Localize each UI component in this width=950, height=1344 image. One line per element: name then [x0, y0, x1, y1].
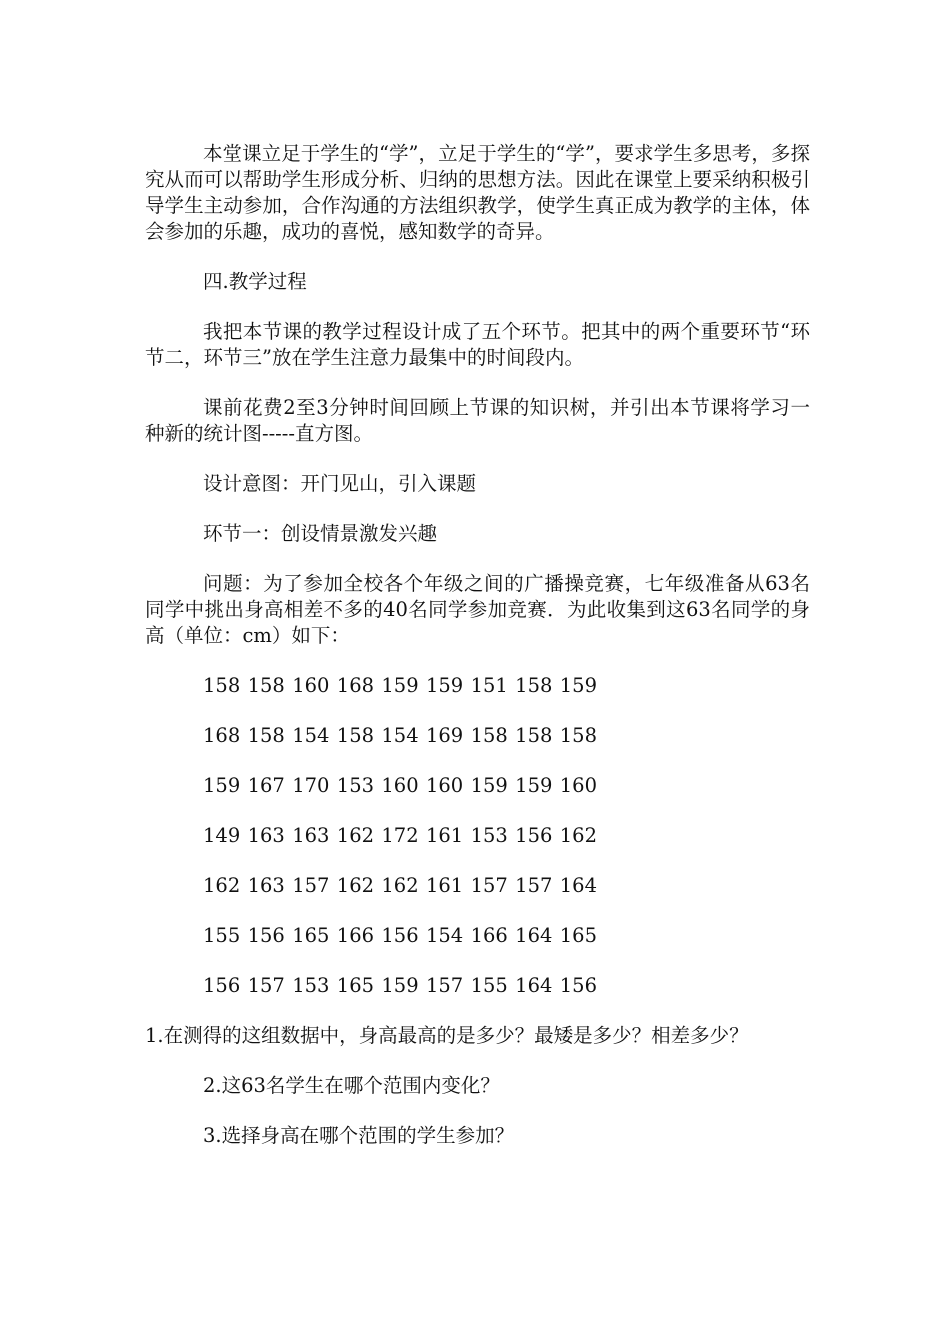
intro-paragraph: 本堂课立足于学生的“学”，立足于学生的“学”，要求学生多思考，多探究从而可以帮助学生形成分析、归纳的思想方法。因此在课堂上要采纳积极引导学生主动参加，合作沟通的方法组织教学，使学生真正成为教学的主体，体会参加的乐趣，成功的喜悦，感知数学的奇异。: [145, 142, 810, 243]
height-value: 156: [515, 824, 553, 847]
height-value: 155: [203, 924, 241, 947]
height-data-row: [203, 823, 810, 849]
review-paragraph: 课前花费2至3分钟时间回顾上节课的知识树，并引出本节课将学习一种新的统计图-----直方图。: [145, 396, 810, 445]
height-value: 162: [381, 874, 419, 897]
height-value: 157: [425, 974, 464, 997]
height-data-row: [203, 723, 810, 749]
height-value: 154: [292, 724, 330, 747]
height-value: 163: [247, 824, 285, 847]
height-value: 165: [336, 974, 375, 997]
height-value: 156: [381, 924, 419, 947]
height-value: 156: [203, 974, 241, 997]
height-value: 162: [203, 874, 241, 897]
height-data-row: [203, 923, 810, 949]
height-value: 161: [425, 824, 464, 847]
height-value: 163: [247, 874, 285, 897]
stage-one-heading: 环节一：创设情景激发兴趣: [203, 522, 438, 545]
height-value: 160: [559, 774, 597, 797]
height-value: 172: [381, 824, 419, 847]
height-value: 160: [292, 674, 330, 697]
height-value: 162: [336, 824, 375, 847]
height-value: 158: [470, 724, 508, 747]
height-value: 159: [381, 974, 419, 997]
height-value: 162: [336, 874, 375, 897]
question-3: 3.选择身高在哪个范围的学生参加？: [203, 1124, 515, 1147]
question-1: 1.在测得的这组数据中，身高最高的是多少？最矮是多少？相差多少？: [145, 1024, 749, 1047]
height-value: 157: [247, 974, 285, 997]
height-value: 167: [247, 774, 285, 797]
height-data-row: [203, 673, 810, 699]
height-value: 157: [292, 874, 330, 897]
problem-paragraph: 问题：为了参加全校各个年级之间的广播操竞赛，七年级准备从63名同学中挑出身高相差不多的40名同学参加竞赛．为此收集到这63名同学的身高（单位：cm）如下：: [145, 572, 810, 647]
height-value: 159: [515, 774, 553, 797]
height-value: 165: [559, 924, 597, 947]
height-value: 162: [559, 824, 597, 847]
height-value: 153: [336, 774, 375, 797]
height-value: 159: [203, 774, 241, 797]
height-value: 168: [203, 724, 241, 747]
height-value: 149: [203, 824, 241, 847]
height-data-row: [203, 873, 810, 899]
height-value: 158: [203, 674, 241, 697]
height-value: 154: [381, 724, 419, 747]
height-value: 160: [381, 774, 419, 797]
height-value: 153: [470, 824, 508, 847]
height-value: 159: [470, 774, 508, 797]
height-data-row: [203, 973, 810, 999]
height-value: 164: [559, 874, 597, 897]
height-value: 158: [247, 674, 285, 697]
height-value: 164: [515, 924, 553, 947]
height-value: 155: [470, 974, 508, 997]
question-2: 2.这63名学生在哪个范围内变化？: [203, 1074, 500, 1097]
height-value: 161: [425, 874, 464, 897]
height-value: 158: [559, 724, 597, 747]
height-value: 158: [515, 724, 553, 747]
height-data-row: [203, 773, 810, 799]
height-value: 168: [336, 674, 375, 697]
height-value: 159: [425, 674, 464, 697]
height-value: 165: [292, 924, 330, 947]
height-value: 157: [470, 874, 508, 897]
height-value: 158: [336, 724, 375, 747]
height-value: 166: [336, 924, 375, 947]
height-value: 156: [247, 924, 285, 947]
height-value: 158: [247, 724, 285, 747]
design-intent: 设计意图：开门见山，引入课题: [203, 472, 477, 495]
section-heading: 四.教学过程: [203, 270, 307, 293]
document-page: [145, 141, 810, 1149]
height-value: 166: [470, 924, 508, 947]
height-value: 153: [292, 974, 330, 997]
process-paragraph: 我把本节课的教学过程设计成了五个环节。把其中的两个重要环节“环节二，环节三”放在学生注意力最集中的时间段内。: [145, 320, 810, 369]
height-value: 169: [425, 724, 464, 747]
height-data-table: [145, 673, 810, 999]
height-value: 154: [425, 924, 464, 947]
height-value: 158: [515, 674, 553, 697]
height-value: 163: [292, 824, 330, 847]
height-value: 159: [559, 674, 597, 697]
height-value: 160: [425, 774, 464, 797]
height-value: 164: [515, 974, 553, 997]
height-value: 151: [470, 674, 508, 697]
height-value: 157: [515, 874, 553, 897]
height-value: 159: [381, 674, 419, 697]
height-value: 156: [559, 974, 597, 997]
height-value: 170: [292, 774, 330, 797]
